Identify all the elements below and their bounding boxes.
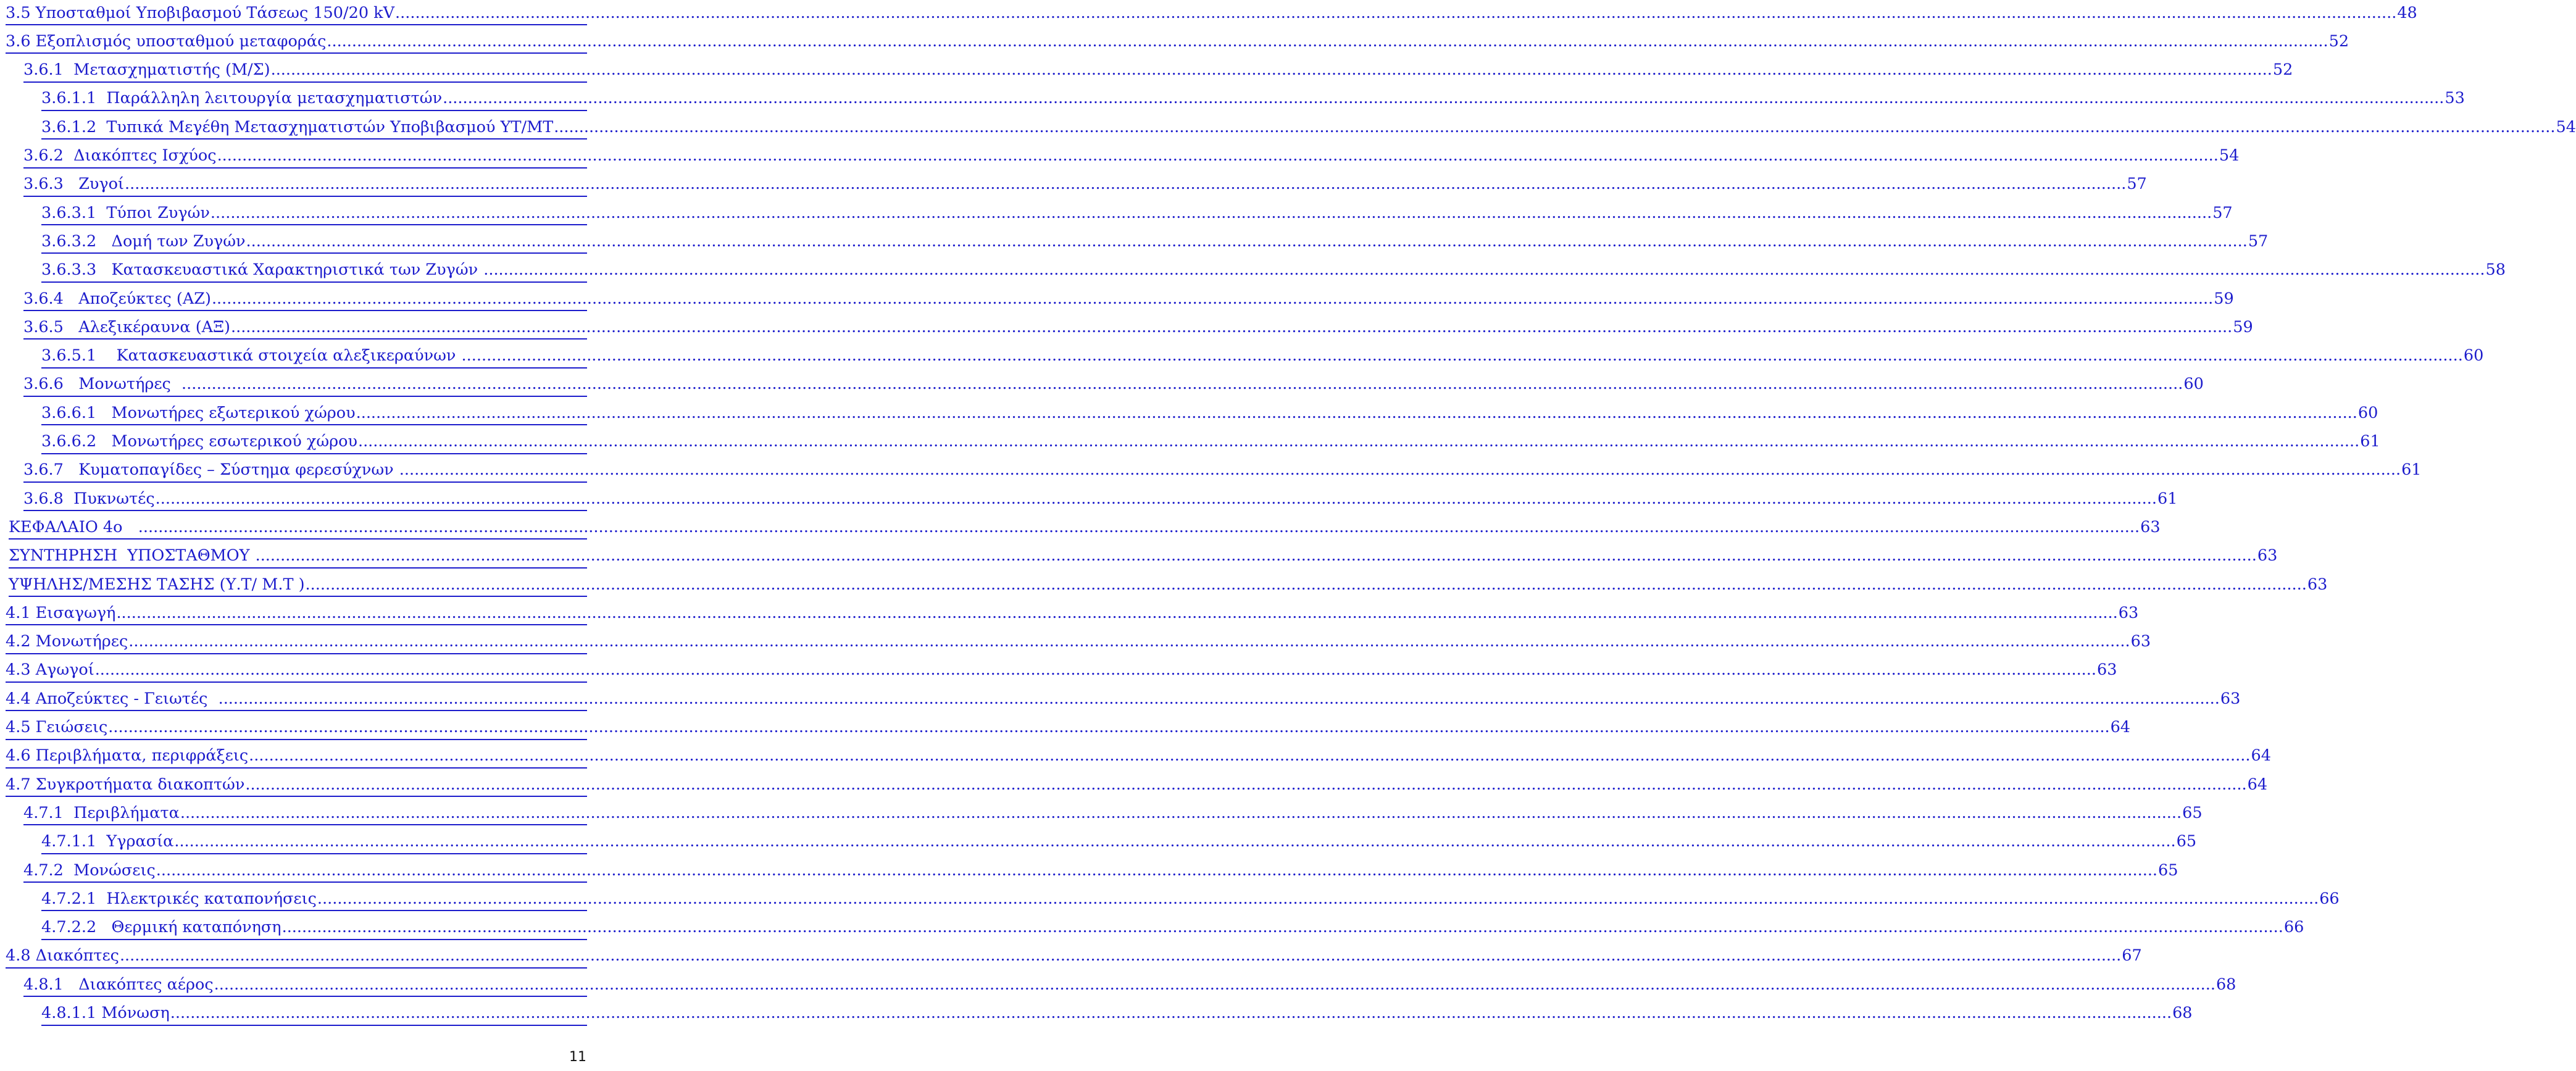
toc-dot-leader: ................................................................................................................................................................................................................................................................................................................................................................................................................ xyxy=(461,346,2463,365)
toc-entry-page: 63 xyxy=(2220,689,2241,708)
toc-entry-title: 4.6 Περιβλήματα, περιφράξεις xyxy=(6,746,249,765)
toc-dot-leader: ................................................................................................................................................................................................................................................................................................................................................................................................................ xyxy=(281,918,2283,937)
toc-entry-page: 61 xyxy=(2360,432,2380,451)
toc-dot-leader: ................................................................................................................................................................................................................................................................................................................................................................................................................ xyxy=(170,1004,2172,1022)
toc-entry-title: 3.5 Υποσταθμοί Υποβιβασμού Τάσεως 150/20 kV xyxy=(6,3,395,22)
toc-entry-link[interactable] xyxy=(6,29,2349,54)
toc-dot-leader: ................................................................................................................................................................................................................................................................................................................................................................................................................ xyxy=(119,946,2122,965)
toc-dot-leader: ................................................................................................................................................................................................................................................................................................................................................................................................................ xyxy=(116,603,2118,622)
toc-dot-leader: ................................................................................................................................................................................................................................................................................................................................................................................................................ xyxy=(305,575,2307,594)
toc-entry xyxy=(0,57,2293,86)
toc-entry-link[interactable] xyxy=(9,572,2328,597)
toc-dot-leader: ................................................................................................................................................................................................................................................................................................................................................................................................................ xyxy=(108,718,2110,736)
toc-dot-leader: ................................................................................................................................................................................................................................................................................................................................................................................................................ xyxy=(210,203,2212,222)
toc-entry-page: 59 xyxy=(2214,289,2234,308)
toc-entry xyxy=(0,943,2142,972)
toc-entry xyxy=(0,372,2204,400)
toc-entry-title: 3.6.5.1 Κατασκευαστικά στοιχεία αλεξικεραύνων xyxy=(41,346,461,365)
toc-entry-title: 3.6.5 Αλεξικέραυνα (ΑΞ) xyxy=(23,317,230,336)
toc-dot-leader: ................................................................................................................................................................................................................................................................................................................................................................................................................ xyxy=(357,432,2360,451)
toc-entry-page: 66 xyxy=(2319,889,2340,908)
toc-entry-page: 53 xyxy=(2445,89,2465,108)
toc-entry xyxy=(0,228,2269,257)
toc-dot-leader: ................................................................................................................................................................................................................................................................................................................................................................................................................ xyxy=(356,403,2357,422)
toc-entry-page: 63 xyxy=(2097,661,2117,680)
toc-entry xyxy=(0,86,2465,114)
toc-entry-link[interactable] xyxy=(41,401,2378,425)
toc-dot-leader: ................................................................................................................................................................................................................................................................................................................................................................................................................ xyxy=(181,375,2183,394)
toc-entry-title: 3.6.4 Αποζεύκτες (ΑΖ) xyxy=(23,289,211,308)
page-number: 11 xyxy=(569,1049,586,1065)
toc-dot-leader: ................................................................................................................................................................................................................................................................................................................................................................................................................ xyxy=(174,832,2176,851)
toc-entry xyxy=(0,0,2417,28)
toc-entry-page: 66 xyxy=(2283,918,2304,937)
toc-dot-leader: ................................................................................................................................................................................................................................................................................................................................................................................................................ xyxy=(217,146,2219,165)
toc-entry-title: 4.7 Συγκροτήματα διακοπτών xyxy=(6,775,245,794)
toc-entry-title: 3.6.1 Μετασχηματιστής (Μ/Σ) xyxy=(23,60,270,80)
toc-entry-link[interactable] xyxy=(23,286,2234,311)
toc-entry-link[interactable] xyxy=(23,315,2253,340)
toc-dot-leader: ................................................................................................................................................................................................................................................................................................................................................................................................................ xyxy=(249,746,2251,765)
toc-entry-link[interactable] xyxy=(9,515,2161,540)
toc-entry-title: ΣΥΝΤΗΡΗΣΗ ΥΠΟΣΤΑΘΜΟΥ xyxy=(9,546,255,565)
toc-entry-link[interactable] xyxy=(41,86,2465,111)
toc-entry-link[interactable] xyxy=(6,772,2268,797)
toc-entry xyxy=(0,143,2240,172)
toc-entry-link[interactable] xyxy=(41,201,2233,225)
toc-entry-title: 3.6.6 Μονωτήρες xyxy=(23,375,181,394)
toc-dot-leader: ................................................................................................................................................................................................................................................................................................................................................................................................................ xyxy=(554,117,2556,136)
toc-dot-leader: ................................................................................................................................................................................................................................................................................................................................................................................................................ xyxy=(395,3,2397,22)
toc-entry xyxy=(0,972,2236,1000)
toc-entry-page: 65 xyxy=(2182,803,2203,822)
toc-entry-title: 3.6.8 Πυκνωτές xyxy=(23,489,155,508)
toc-entry-title: 4.7.2 Μονώσεις xyxy=(23,861,156,880)
toc-dot-leader: ................................................................................................................................................................................................................................................................................................................................................................................................................ xyxy=(399,460,2401,480)
toc-entry-title: 3.6.1.1 Παράλληλη λειτουργία μετασχηματιστών xyxy=(41,89,443,108)
toc-entry-link[interactable] xyxy=(41,1001,2193,1026)
toc-entry-title: ΚΕΦΑΛΑΙΟ 4ο xyxy=(9,517,138,536)
toc-entry-title: 4.7.1 Περιβλήματα xyxy=(23,803,180,822)
toc-entry-link[interactable] xyxy=(23,972,2236,997)
toc-entry xyxy=(0,772,2268,800)
toc-entry-link[interactable] xyxy=(23,858,2178,883)
toc-entry-page: 60 xyxy=(2183,375,2204,394)
toc-dot-leader: ................................................................................................................................................................................................................................................................................................................................................................................................................ xyxy=(94,661,2096,680)
toc-entry-title: 4.5 Γειώσεις xyxy=(6,718,108,736)
toc-entry-title: 4.8.1 Διακόπτες αέρος xyxy=(23,975,214,994)
toc-entry xyxy=(0,486,2178,514)
toc-entry-page: 63 xyxy=(2140,517,2161,536)
toc-dot-leader: ................................................................................................................................................................................................................................................................................................................................................................................................................ xyxy=(211,289,2214,308)
toc-entry xyxy=(0,28,2349,57)
toc-entry-link[interactable] xyxy=(9,544,2278,569)
toc-dot-leader: ................................................................................................................................................................................................................................................................................................................................................................................................................ xyxy=(138,517,2140,536)
toc-entry xyxy=(0,457,2422,486)
toc-entry-page: 52 xyxy=(2328,31,2349,51)
toc-entry-page: 54 xyxy=(2556,117,2576,136)
toc-entry-link[interactable] xyxy=(6,715,2131,740)
toc-dot-leader: ................................................................................................................................................................................................................................................................................................................................................................................................................ xyxy=(443,89,2445,108)
toc-entry-link[interactable] xyxy=(6,1,2417,25)
toc-entry xyxy=(0,314,2253,343)
toc-dot-leader: ................................................................................................................................................................................................................................................................................................................................................................................................................ xyxy=(317,889,2319,908)
toc-entry-page: 63 xyxy=(2130,632,2151,651)
toc-dot-leader: ................................................................................................................................................................................................................................................................................................................................................................................................................ xyxy=(270,60,2272,80)
toc-entry-page: 57 xyxy=(2212,203,2233,222)
toc-entry-page: 63 xyxy=(2307,575,2328,594)
toc-entry-page: 64 xyxy=(2247,775,2268,794)
toc-entry xyxy=(0,800,2203,828)
toc-entry-page: 63 xyxy=(2118,603,2139,622)
toc-dot-leader: ................................................................................................................................................................................................................................................................................................................................................................................................................ xyxy=(125,175,2127,194)
toc-entry-link[interactable] xyxy=(6,686,2241,711)
toc-entry-link[interactable] xyxy=(41,886,2340,911)
toc-entry xyxy=(0,829,2197,857)
toc-entry-link[interactable] xyxy=(41,915,2304,940)
toc-dot-leader: ................................................................................................................................................................................................................................................................................................................................................................................................................ xyxy=(155,489,2157,508)
toc-entry-page: 57 xyxy=(2248,231,2269,251)
toc-entry-title: 4.4 Αποζεύκτες - Γειωτές xyxy=(6,689,218,708)
toc-entry-link[interactable] xyxy=(23,144,2240,169)
toc-dot-leader: ................................................................................................................................................................................................................................................................................................................................................................................................................ xyxy=(180,803,2182,822)
toc-entry-link[interactable] xyxy=(41,229,2269,254)
toc-entry-page: 61 xyxy=(2401,460,2422,480)
toc-entry xyxy=(0,600,2139,628)
toc-entry xyxy=(0,857,2178,886)
toc-entry-title: 4.1 Εισαγωγή xyxy=(6,603,116,622)
toc-entry-title: 3.6.3.2 Δομή των Ζυγών xyxy=(41,231,246,251)
toc-entry xyxy=(0,915,2304,943)
toc-entry-link[interactable] xyxy=(41,344,2484,369)
toc-entry-title: 3.6.6.2 Μονωτήρες εσωτερικού χώρου xyxy=(41,432,357,451)
toc-entry-page: 59 xyxy=(2233,317,2253,336)
toc-entry-page: 64 xyxy=(2110,718,2131,736)
toc-entry xyxy=(0,286,2234,314)
toc-dot-leader: ................................................................................................................................................................................................................................................................................................................................................................................................................ xyxy=(230,317,2233,336)
toc-entry xyxy=(0,257,2506,286)
toc-dot-leader: ................................................................................................................................................................................................................................................................................................................................................................................................................ xyxy=(128,632,2130,651)
toc-entry xyxy=(0,514,2161,543)
toc-entry-page: 65 xyxy=(2176,832,2197,851)
toc-entry xyxy=(0,657,2117,686)
toc-entry-page: 52 xyxy=(2272,60,2293,80)
toc-entry-link[interactable] xyxy=(41,430,2380,454)
toc-entry-link[interactable] xyxy=(6,944,2142,969)
toc-dot-leader: ................................................................................................................................................................................................................................................................................................................................................................................................................ xyxy=(156,861,2158,880)
toc-entry-page: 48 xyxy=(2397,3,2417,22)
toc-entry-page: 58 xyxy=(2485,260,2506,280)
toc-entry xyxy=(0,200,2233,228)
toc-entry xyxy=(0,114,2576,143)
toc-entry-link[interactable] xyxy=(41,115,2576,140)
toc-entry xyxy=(0,1001,2193,1029)
toc-entry-page: 60 xyxy=(2463,346,2484,365)
toc-entry xyxy=(0,429,2380,457)
toc-dot-leader: ................................................................................................................................................................................................................................................................................................................................................................................................................ xyxy=(483,260,2485,280)
toc-entry-link[interactable] xyxy=(6,601,2139,625)
toc-entry-title: 3.6.1.2 Τυπικά Μεγέθη Μετασχηματιστών Υποβιβασμού ΥΤ/ΜΤ xyxy=(41,117,554,136)
toc-entry-page: 67 xyxy=(2122,946,2142,965)
toc-entry-page: 68 xyxy=(2215,975,2236,994)
toc-entry-link[interactable] xyxy=(41,258,2506,283)
toc-entry xyxy=(0,686,2241,714)
toc-entry-link[interactable] xyxy=(23,58,2293,83)
toc-entry-title: 4.8 Διακόπτες xyxy=(6,946,119,965)
toc-dot-leader: ................................................................................................................................................................................................................................................................................................................................................................................................................ xyxy=(246,231,2248,251)
toc-entry xyxy=(0,343,2484,372)
toc-entry-link[interactable] xyxy=(6,658,2117,683)
toc-entry-title: 4.2 Μονωτήρες xyxy=(6,632,128,651)
toc-entry-link[interactable] xyxy=(6,630,2151,654)
toc-entry-title: 4.8.1.1 Μόνωση xyxy=(41,1004,170,1022)
toc-entry-link[interactable] xyxy=(23,801,2203,825)
toc-entry-title: 4.7.2.1 Ηλεκτρικές καταπονήσεις xyxy=(41,889,317,908)
toc-dot-leader: ................................................................................................................................................................................................................................................................................................................................................................................................................ xyxy=(245,775,2247,794)
toc-entry-title: 4.3 Αγωγοί xyxy=(6,661,94,680)
toc-entry xyxy=(0,715,2131,743)
toc-dot-leader: ................................................................................................................................................................................................................................................................................................................................................................................................................ xyxy=(327,31,2328,51)
toc-dot-leader: ................................................................................................................................................................................................................................................................................................................................................................................................................ xyxy=(255,546,2257,565)
toc-entry-page: 64 xyxy=(2251,746,2271,765)
toc-entry-page: 61 xyxy=(2157,489,2178,508)
toc-entry xyxy=(0,172,2147,200)
toc-dot-leader: ................................................................................................................................................................................................................................................................................................................................................................................................................ xyxy=(218,689,2220,708)
toc-entry-title: 3.6.6.1 Μονωτήρες εξωτερικού χώρου xyxy=(41,403,356,422)
toc-entry-title: 4.7.1.1 Υγρασία xyxy=(41,832,174,851)
toc-entry-page: 63 xyxy=(2257,546,2278,565)
toc-entry-link[interactable] xyxy=(23,372,2204,397)
toc-entry xyxy=(0,400,2378,428)
toc-entry-link[interactable] xyxy=(23,172,2147,197)
toc-entry xyxy=(0,572,2328,600)
toc-entry-title: 4.7.2.2 Θερμική καταπόνηση xyxy=(41,918,281,937)
toc-entry-title: 3.6.3 Ζυγοί xyxy=(23,175,125,194)
toc-entry-link[interactable] xyxy=(6,744,2271,769)
toc-entry xyxy=(0,743,2271,772)
toc-entry-page: 57 xyxy=(2127,175,2147,194)
toc-entry-page: 65 xyxy=(2158,861,2178,880)
toc-entry-title: 3.6.7 Κυματοπαγίδες – Σύστημα φερεσύχνων xyxy=(23,460,399,480)
toc-entry-link[interactable] xyxy=(23,458,2422,483)
toc-dot-leader: ................................................................................................................................................................................................................................................................................................................................................................................................................ xyxy=(214,975,2215,994)
toc-entry-page: 68 xyxy=(2172,1004,2193,1022)
toc-entry-page: 60 xyxy=(2357,403,2378,422)
toc-entry xyxy=(0,629,2151,657)
toc-entry-page: 54 xyxy=(2219,146,2240,165)
toc-entry xyxy=(0,886,2340,914)
toc-entry-title: ΥΨΗΛΗΣ/ΜΕΣΗΣ ΤΑΣΗΣ (Υ.Τ/ Μ.Τ ) xyxy=(9,575,305,594)
toc-entry-title: 3.6.2 Διακόπτες Ισχύος xyxy=(23,146,217,165)
toc-entry xyxy=(0,543,2278,572)
toc-entry-title: 3.6.3.1 Τύποι Ζυγών xyxy=(41,203,210,222)
toc-entry-link[interactable] xyxy=(41,830,2197,854)
toc-entry-link[interactable] xyxy=(23,486,2178,511)
toc-entry-title: 3.6.3.3 Κατασκευαστικά Χαρακτηριστικά των Ζυγών xyxy=(41,260,483,280)
toc-entry-title: 3.6 Εξοπλισμός υποσταθμού μεταφοράς xyxy=(6,31,327,51)
